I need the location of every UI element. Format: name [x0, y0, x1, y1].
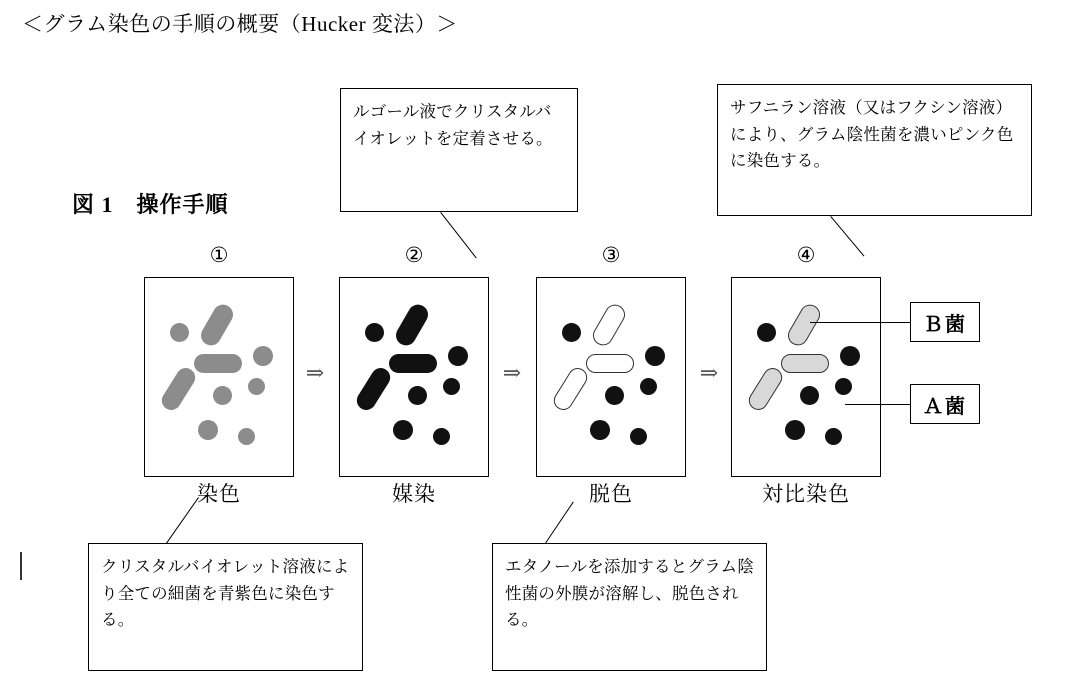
- connector-line-b: [810, 322, 910, 323]
- bacteria-cocci: [393, 420, 413, 440]
- bacteria-cocci: [198, 420, 218, 440]
- step-number-2: ②: [404, 243, 424, 267]
- bacteria-rod-outline: [550, 364, 590, 413]
- bacteria-cocci: [365, 323, 384, 342]
- bacteria-cocci: [825, 428, 842, 445]
- bacteria-rod-pink: [781, 354, 829, 373]
- bacteria-cocci: [840, 346, 860, 366]
- bacteria-cocci: [408, 386, 427, 405]
- callout-step2: ルゴール液でクリスタルバイオレットを定着させる。: [340, 88, 578, 212]
- callout-step1: クリスタルバイオレット溶液により全ての細菌を青紫色に染色する。: [88, 543, 363, 671]
- label-b-bacteria: Ｂ菌: [910, 302, 980, 342]
- bacteria-rod-pink: [745, 364, 785, 413]
- step-caption-2: 媒染: [392, 482, 436, 506]
- bacteria-cocci: [757, 323, 776, 342]
- margin-tick: [20, 552, 22, 580]
- bacteria-cocci: [433, 428, 450, 445]
- bacteria-cocci: [800, 386, 819, 405]
- bacteria-cocci: [562, 323, 581, 342]
- bacteria-rod: [389, 354, 437, 373]
- bacteria-cocci: [605, 386, 624, 405]
- bacteria-cocci: [443, 378, 460, 395]
- bacteria-cocci: [248, 378, 265, 395]
- bacteria-cocci: [253, 346, 273, 366]
- step-caption-1: 染色: [197, 482, 241, 506]
- step-caption-4: 対比染色: [762, 482, 850, 506]
- bacteria-cocci: [590, 420, 610, 440]
- panel-step-2: [339, 277, 489, 477]
- step-caption-3: 脱色: [589, 482, 633, 506]
- bacteria-rod: [353, 364, 393, 413]
- label-a-bacteria: Ａ菌: [910, 384, 980, 424]
- bacteria-cocci: [785, 420, 805, 440]
- bacteria-cocci: [640, 378, 657, 395]
- bacteria-cocci: [170, 323, 189, 342]
- panel-step-3: [536, 277, 686, 477]
- bacteria-rod: [158, 364, 198, 413]
- step-number-3: ③: [601, 243, 621, 267]
- step-number-4: ④: [796, 243, 816, 267]
- bacteria-cocci: [835, 378, 852, 395]
- flow-arrow-1: ⇒: [305, 360, 325, 385]
- flow-arrow-2: ⇒: [502, 360, 522, 385]
- bacteria-rod-pink: [784, 301, 823, 349]
- figure-label: 図 1 操作手順: [72, 192, 229, 217]
- bacteria-rod: [392, 301, 431, 349]
- bacteria-rod: [194, 354, 242, 373]
- connector-line-a: [845, 404, 910, 405]
- bacteria-cocci: [630, 428, 647, 445]
- page-title: ＜グラム染色の手順の概要（Hucker 変法）＞: [22, 12, 458, 36]
- bacteria-cocci: [213, 386, 232, 405]
- bacteria-rod: [197, 301, 236, 349]
- callout-step3: エタノールを添加するとグラム陰性菌の外膜が溶解し、脱色される。: [492, 543, 767, 671]
- bacteria-cocci: [448, 346, 468, 366]
- panel-step-1: [144, 277, 294, 477]
- bacteria-rod-outline: [589, 301, 628, 349]
- step-number-1: ①: [209, 243, 229, 267]
- bacteria-cocci: [238, 428, 255, 445]
- callout-step4: サフニラン溶液（又はフクシン溶液）により、グラム陰性菌を濃いピンク色に染色する。: [717, 84, 1032, 216]
- panel-step-4: [731, 277, 881, 477]
- flow-arrow-3: ⇒: [699, 360, 719, 385]
- bacteria-rod-outline: [586, 354, 634, 373]
- bacteria-cocci: [645, 346, 665, 366]
